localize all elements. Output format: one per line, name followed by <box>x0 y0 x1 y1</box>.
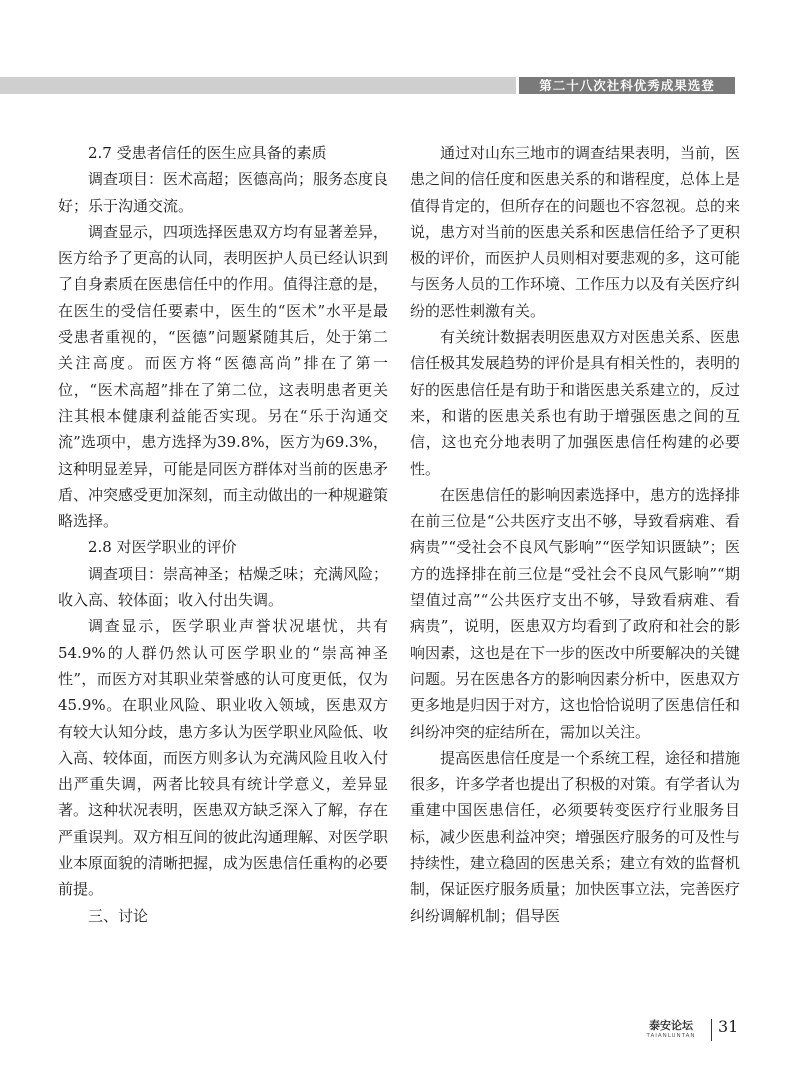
footer-divider <box>711 1019 712 1041</box>
left-column <box>58 140 388 929</box>
section-2-7-items: 调查项目：医术高超；医德高尚；服务态度良好；乐于沟通交流。 <box>58 170 389 215</box>
section-2-7-heading: 2.7 受患者信任的医生应具备的素质 <box>88 144 327 162</box>
column-title: 第二十八次社科优秀成果选登 <box>519 77 735 94</box>
journal-logo-text: 泰安论坛 <box>649 1019 693 1032</box>
paragraph-influence-factors: 在医患信任的影响因素选择中，患方的选择排在前三位是“公共医疗支出不够，导致看病难、看病贵”“受社会不良风气影响”“医学知识匮缺”；医方的选择排在前三位是“受社会不良风气影响”“期望值过高”“公共医疗支出不够，导致看病难、看病贵”，说明，医患双方均看到了政府和社会的影响因素，这也是在下一步的医改中所要解决的关键问题。另在医患各方的影响因素分析中，医患双方更多地是归因于对方，这也恰恰说明了医患信任和纠纷冲突的症结所在，需加以关注。 <box>410 485 741 741</box>
header-band <box>0 77 516 94</box>
paragraph-improvement: 提高医患信任度是一个系统工程，途径和措施很多，许多学者也提出了积极的对策。有学者认为重建中国医患信任，必须要转变医疗行业服务目标，减少医患利益冲突；增强医疗服务的可及性与持续性，建立稳固的医患关系；建立有效的监督机制，保证医疗服务质量；加快医事立法，完善医疗纠纷调解机制；倡导医 <box>410 748 741 925</box>
page-number: 31 <box>718 1017 739 1036</box>
journal-logo-pinyin: TAIANLUNTAN <box>646 1033 696 1039</box>
section-3-heading: 三、讨论 <box>88 906 149 925</box>
paragraph-survey-results: 通过对山东三地市的调查结果表明，当前，医患之间的信任度和医患关系的和谐程度，总体上是值得肯定的，但所存在的问题也不容忽视。总的来说，患方对当前的医患关系和医患信任给予了更积极的评价，而医护人员则相对要悲观的多，这可能与医务人员的工作环境、工作压力以及有关医疗纠纷的恶性刺激有关。 <box>410 144 741 320</box>
section-2-7-body: 调查显示，四项选择医患双方均有显著差异，医方给予了更高的认同，表明医护人员已经认识到了自身素质在医患信任中的作用。值得注意的是，在医生的受信任要素中，医生的“医术”水平是最受患者重视的，“医德”问题紧随其后，处于第二关注高度。而医方将“医德高尚”排在了第一位，“医术高超”排在了第二位，这表明患者更关注其根本健康利益能否实现。另在“乐于沟通交流”选项中，患方选择为39.8%，医方为69.3%，这种明显差异，可能是同医方群体对当前的医患矛盾、冲突感受更加深刻，而主动做出的一种规避策略选择。 <box>58 222 389 531</box>
section-2-8-body: 调查显示，医学职业声誉状况堪忧，共有54.9%的人群仍然认可医学职业的“崇高神圣性”，而医方对其职业荣誉感的认可度更低，仅为45.9%。在职业风险、职业收入领域，医患双方有较大认知分歧，患方多认为医学职业风险低、收入高、较体面，而医方则多认为充满风险且收入付出严重失调，两者比较具有统计学意义，差异显著。这种状况表明，医患双方缺乏深入了解，存在严重误判。双方相互间的彼此沟通理解、对医学职业本原面貌的清晰把握，成为医患信任重构的必要前提。 <box>58 617 389 899</box>
right-column <box>410 140 740 929</box>
section-2-8-heading: 2.8 对医学职业的评价 <box>88 538 237 557</box>
section-2-8-items: 调查项目：崇高神圣；枯燥乏味；充满风险；收入高、较体面；收入付出失调。 <box>58 564 389 610</box>
paragraph-statistics: 有关统计数据表明医患双方对医患关系、医患信任极其发展趋势的评价是具有相关性的，表明的好的医患信任是有助于和谐医患关系建立的，反过来，和谐的医患关系也有助于增强医患之间的互信，这也充分地表明了加强医患信任构建的必要性。 <box>410 328 741 478</box>
